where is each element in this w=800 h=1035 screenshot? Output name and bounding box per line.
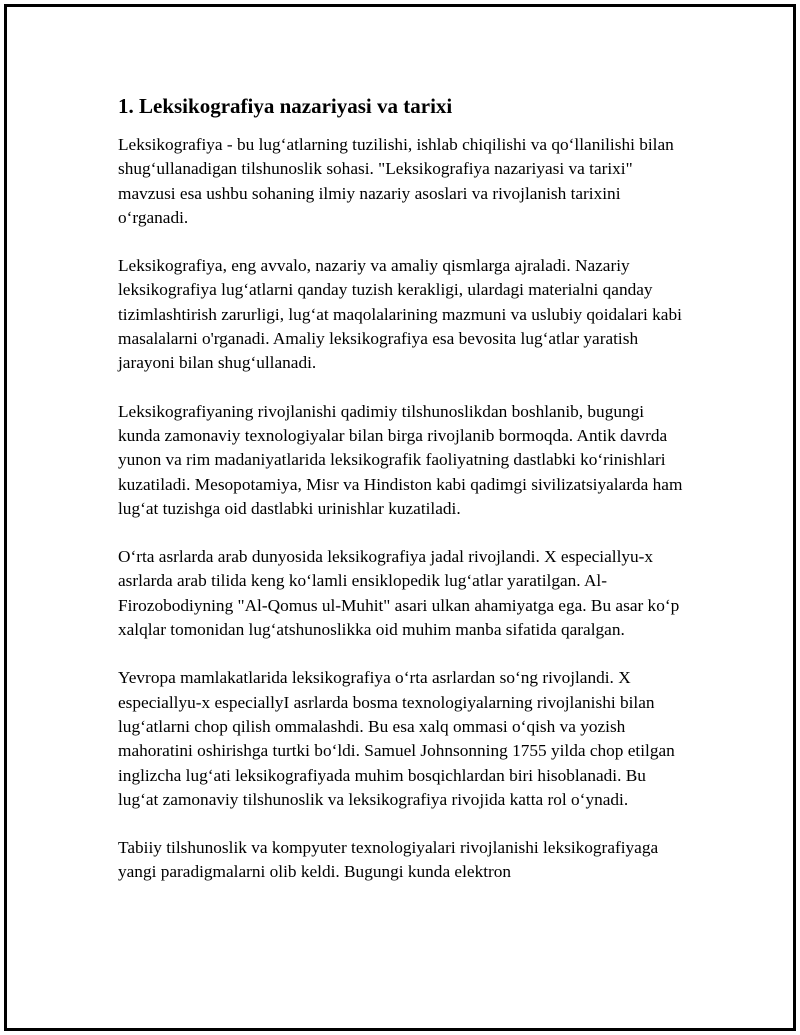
- paragraph: O‘rta asrlarda arab dunyosida leksikografiya jadal rivojlandi. X especiallyu-x asrlarda arab tilida keng ko‘lamli ensiklopedik lug‘atlar yaratilgan. Al-Firozobodiyning "Al-Qomus ul-Muhit" asari ulkan ahamiyatga ega. Bu asar ko‘p xalqlar tomonidan lug‘atshunoslikka oid muhim manba sifatida qaralgan.: [118, 547, 680, 640]
- paragraph: Yevropa mamlakatlarida leksikografiya o‘rta asrlardan so‘ng rivojlandi. X especiallyu-x especiallyI asrlarda bosma texnologiyalarning rivojlanishi bilan lug‘atlarni chop qilish ommalashdi. Bu esa xalq ommasi o‘qish va yozish mahoratini oshirishga turtki bo‘ldi. Samuel Johnsonning 1755 yilda chop etilgan inglizcha lug‘ati leksikografiyada muhim bosqichlardan biri hisoblanadi. Bu lug‘at zamonaviy tilshunoslik va leksikografiya rivojida katta rol o‘ynadi.: [118, 668, 675, 809]
- paragraph: Tabiiy tilshunoslik va kompyuter texnologiyalari rivojlanishi leksikografiyaga yangi paradigmalarni olib keldi. Bugungi kunda elektron: [118, 838, 659, 882]
- paragraph: Leksikografiya, eng avvalo, nazariy va amaliy qismlarga ajraladi. Nazariy leksikografiya lug‘atlarni qanday tuzish kerakligi, ulardagi materialni qanday tizimlashtirish zarurligi, lug‘at maqolalarining mazmuni va uslubiy qoidalari kabi masalalarni o'rganadi. Amaliy leksikografiya esa bevosita lug‘atlar yaratish jarayoni bilan shug‘ullanadi.: [118, 256, 682, 373]
- section-heading: 1. Leksikografiya nazariyasi va tarixi: [118, 94, 453, 118]
- document-body: [118, 92, 688, 909]
- paragraph: Leksikografiya - bu lug‘atlarning tuzilishi, ishlab chiqilishi va qo‘llanilishi bilan shug‘ullanadigan tilshunoslik sohasi. "Leksikografiya nazariyasi va tarixi" mavzusi esa ushbu sohaning ilmiy nazariy asoslari va rivojlanish tarixini o‘rganadi.: [118, 135, 674, 227]
- paragraph: Leksikografiyaning rivojlanishi qadimiy tilshunoslikdan boshlanib, bugungi kunda zamonaviy texnologiyalar bilan birga rivojlanib bormoqda. Antik davrda yunon va rim madaniyatlarida leksikografik faoliyatning dastlabki ko‘rinishlari kuzatiladi. Mesopotamiya, Misr va Hindiston kabi qadimgi sivilizatsiyalarda ham lug‘at tuzishga oid dastlabki urinishlar kuzatiladi.: [118, 401, 683, 518]
